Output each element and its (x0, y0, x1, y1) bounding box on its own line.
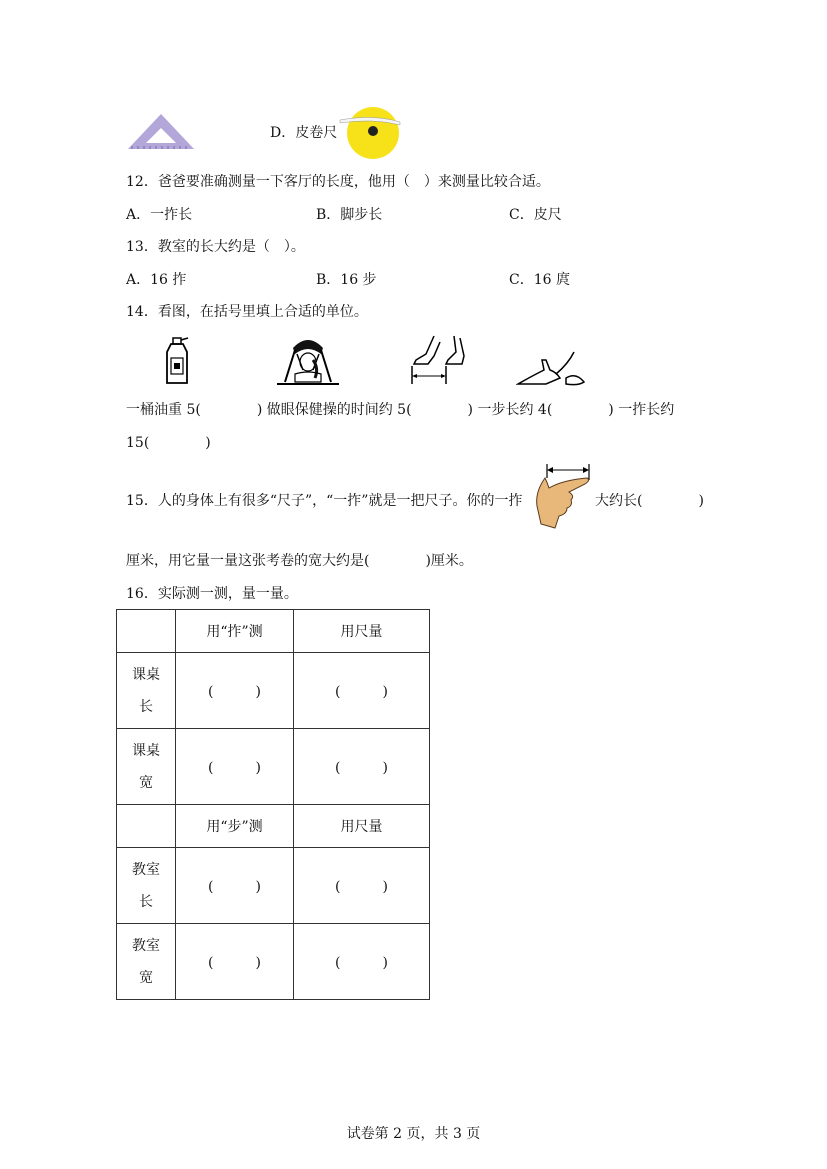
table-row (117, 729, 430, 805)
row-label-top: 教室 (132, 861, 160, 878)
row-label-top: 课桌 (132, 666, 160, 683)
header-empty-cell (117, 610, 176, 653)
answer-cell[interactable]: ( ) (294, 729, 430, 805)
answer-cell[interactable]: ( ) (176, 924, 294, 1000)
answer-cell[interactable]: ( ) (294, 924, 430, 1000)
header-empty-cell (117, 805, 176, 848)
q12-option-c[interactable]: C．皮尺 (509, 207, 562, 223)
oil-bottle-image (164, 336, 194, 386)
table-header-row (117, 805, 430, 848)
q15-line-2[interactable]: 厘米，用它量一量这张考卷的宽大约是( )厘米。 (126, 553, 473, 569)
row-label-bottom: 长 (139, 893, 153, 910)
row-label (117, 729, 176, 805)
tape-measure-image (338, 106, 402, 160)
row-label-bottom: 宽 (139, 969, 153, 986)
measurement-table (116, 609, 430, 1000)
answer-cell[interactable]: ( ) (176, 653, 294, 729)
answer-cell[interactable]: ( ) (294, 653, 430, 729)
q15-stem-part1: 15．人的身体上有很多“尺子”，“一拃”就是一把尺子。你的一拃 (126, 493, 523, 509)
answer-cell[interactable]: ( ) (176, 729, 294, 805)
table-row (117, 848, 430, 924)
q11-option-d[interactable]: D．皮卷尺 (270, 125, 338, 141)
hand-span-image (516, 348, 588, 388)
q15-stem-part2[interactable]: 大约长( ) (595, 493, 704, 509)
q12-option-a[interactable]: A．一拃长 (126, 207, 193, 223)
q12-option-b[interactable]: B．脚步长 (316, 207, 383, 223)
row-label (117, 848, 176, 924)
table-header-row (117, 610, 430, 653)
row-label-bottom: 宽 (139, 774, 153, 791)
answer-cell[interactable]: ( ) (294, 848, 430, 924)
eye-exercise-image (275, 334, 341, 386)
q14-answer-line-2[interactable]: 15( ) (126, 435, 211, 451)
page-footer: 试卷第 2 页，共 3 页 (346, 1126, 481, 1142)
table-row (117, 924, 430, 1000)
header-cell: 用“拃”测 (176, 610, 294, 653)
header-cell: 用“步”测 (176, 805, 294, 848)
row-label-top: 教室 (132, 937, 160, 954)
q13-option-a[interactable]: A．16 拃 (126, 272, 187, 288)
row-label-bottom: 长 (139, 698, 153, 715)
table-row (117, 653, 430, 729)
step-length-image (410, 334, 472, 386)
row-label (117, 924, 176, 1000)
triangle-ruler-image (126, 112, 196, 152)
row-label (117, 653, 176, 729)
q14-stem: 14．看图，在括号里填上合适的单位。 (126, 304, 368, 320)
q13-option-b[interactable]: B．16 步 (316, 272, 377, 288)
answer-cell[interactable]: ( ) (176, 848, 294, 924)
q12-stem: 12．爸爸要准确测量一下客厅的长度，他用（ ）来测量比较合适。 (126, 174, 550, 190)
q13-option-c[interactable]: C．16 庹 (509, 272, 570, 288)
header-cell: 用尺量 (294, 610, 430, 653)
hand-span-measure-image (533, 462, 593, 530)
q13-stem: 13．教室的长大约是（ ）。 (126, 239, 305, 255)
q16-stem: 16．实际测一测，量一量。 (126, 586, 298, 602)
q14-answer-line-1[interactable]: 一桶油重 5( ) 做眼保健操的时间约 5( ) 一步长约 4( ) 一拃长约 (126, 402, 675, 418)
header-cell: 用尺量 (294, 805, 430, 848)
row-label-top: 课桌 (132, 742, 160, 759)
